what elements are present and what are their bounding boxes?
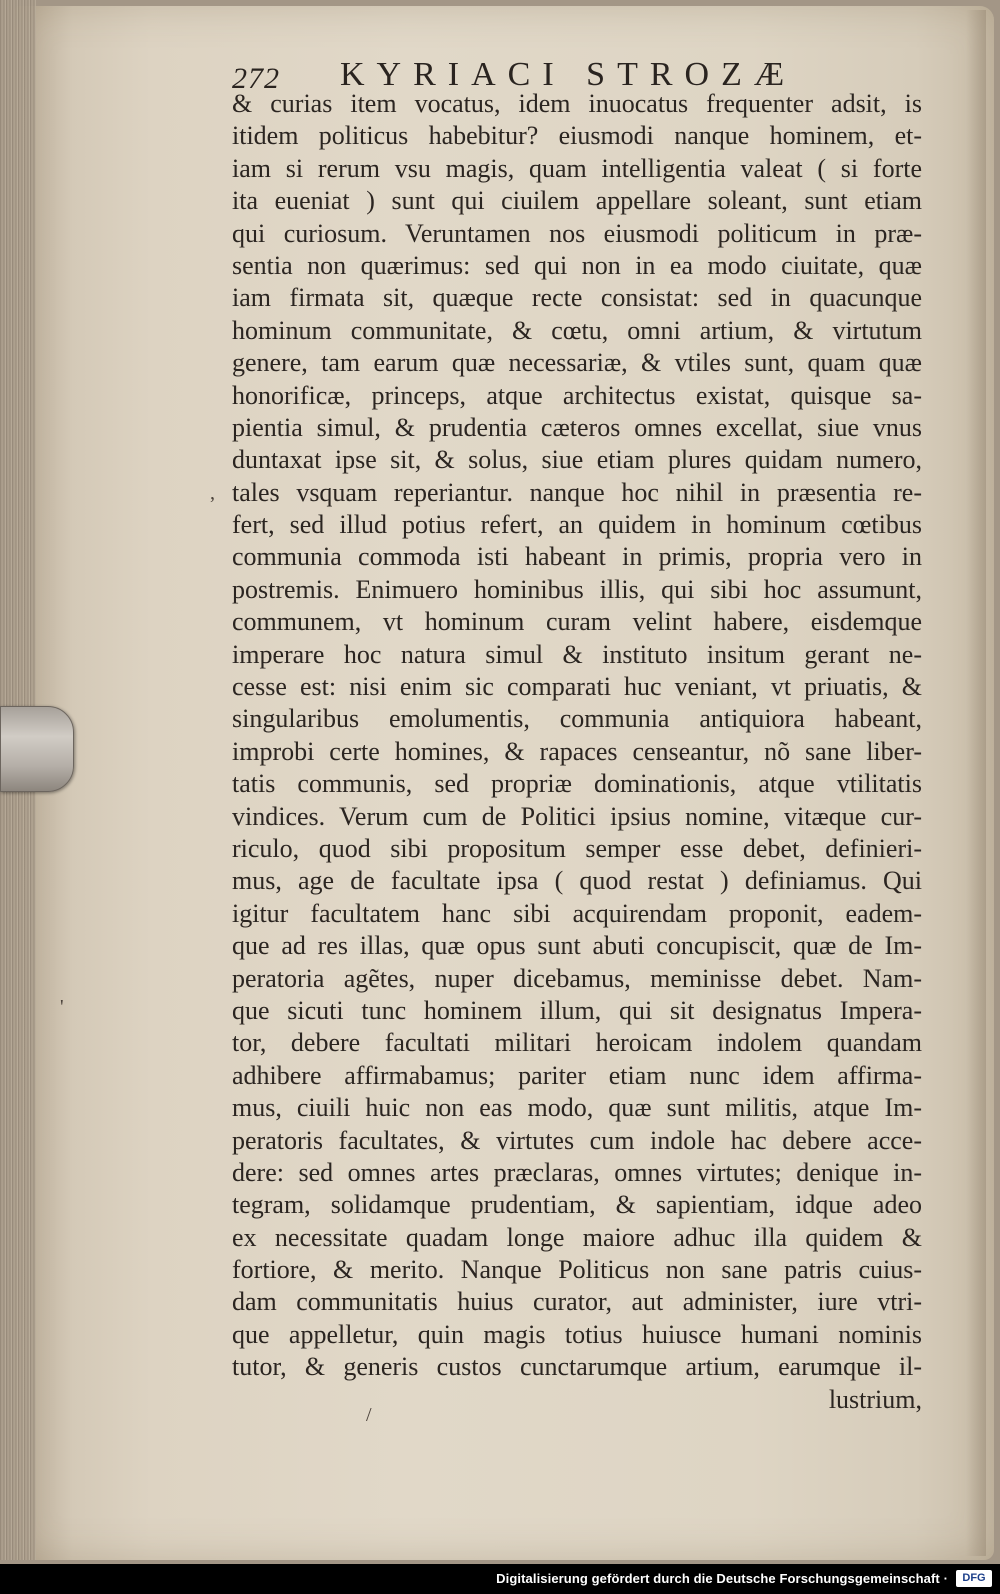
text-line: tegram, solidamque prudentiam, & sapientiam, idque adeo (232, 1190, 922, 1220)
text-line: tor, debere facultati militari heroicam indolem quandam (232, 1028, 922, 1058)
text-line: adhibere affirmabamus; pariter etiam nunc idem affirma- (232, 1060, 922, 1090)
text-line: mus, ciuili huic non eas modo, quæ sunt militis, atque Im- (232, 1093, 922, 1123)
text-line: fert, sed illud potius refert, an quidem in hominum cœtibus (232, 510, 922, 540)
text-line: itidem politicus habebitur? eiusmodi nanque hominem, et- (232, 121, 922, 151)
text-line: tatis communis, sed propriæ dominationis, atque vtilitatis (232, 769, 922, 799)
text-line: vindices. Verum cum de Politici ipsius nomine, vitæque cur- (232, 801, 922, 831)
text-line: genere, tam earum quæ necessariæ, & vtiles sunt, quam quæ (232, 348, 922, 378)
margin-mark: / (366, 1404, 372, 1426)
dfg-logo: DFG (956, 1570, 992, 1587)
text-line: pientia simul, & prudentia cæteros omnes excellat, siue vnus (232, 412, 922, 442)
text-line: honorificæ, princeps, atque architectus existat, quisque sa- (232, 380, 922, 410)
margin-mark: , (210, 482, 215, 504)
text-line: fortiore, & merito. Nanque Politicus non sane patris cuius- (232, 1255, 922, 1285)
text-line: ita eueniat ) sunt qui ciuilem appellare soleant, sunt etiam (232, 186, 922, 216)
text-line: qui curiosum. Veruntamen nos eiusmodi politicum in præ- (232, 218, 922, 248)
text-line: que ad res illas, quæ opus sunt abuti concupiscit, quæ de Im- (232, 931, 922, 961)
text-line: riculo, quod sibi propositum semper esse debet, definieri- (232, 833, 922, 863)
text-line: cesse est: nisi enim sic comparati huc veniant, vt priuatis, & (232, 672, 922, 702)
text-line: postremis. Enimuero hominibus illis, qui sibi hoc assumunt, (232, 574, 922, 604)
text-line: que appelletur, quin magis totius huiusce humani nominis (232, 1319, 922, 1349)
body-text (232, 88, 922, 1416)
text-line: imperare hoc natura simul & instituto insitum gerant ne- (232, 639, 922, 669)
margin-mark: ' (60, 996, 64, 1018)
text-line: mus, age de facultate ipsa ( quod restat ) definiamus. Qui (232, 866, 922, 896)
text-line: dere: sed omnes artes præclaras, omnes virtutes; denique in- (232, 1157, 922, 1187)
book-clasp (0, 706, 74, 792)
text-line: dam communitatis huius curator, aut administer, iure vtri- (232, 1287, 922, 1317)
text-line: iam si rerum vsu magis, quam intelligentia valeat ( si forte (232, 153, 922, 183)
running-head: KYRIACI STROZÆ (340, 56, 797, 93)
text-line: hominum communitate, & cœtu, omni artium, & virtutum (232, 315, 922, 345)
text-line: communia commoda isti habeant in primis, propria vero in (232, 542, 922, 572)
text-line: sentia non quærimus: sed qui non in ea modo ciuitate, quæ (232, 250, 922, 280)
text-line: peratoria agẽtes, nuper dicebamus, meminisse debet. Nam- (232, 963, 922, 993)
page-edge (966, 10, 986, 1556)
text-line: singularibus emolumentis, communia antiquiora habeant, (232, 704, 922, 734)
text-line: igitur facultatem hanc sibi acquirendam proponit, eadem- (232, 898, 922, 928)
footer-bar (0, 1564, 1000, 1594)
funding-credit: Digitalisierung gefördert durch die Deutsche Forschungsgemeinschaft · (496, 1571, 948, 1586)
text-line: communem, vt hominum curam velint habere, eisdemque (232, 607, 922, 637)
text-line: duntaxat ipse sit, & solus, siue etiam plures quidam numero, (232, 445, 922, 475)
catchword: lustrium, (828, 1384, 922, 1414)
text-line: ex necessitate quadam longe maiore adhuc illa quidem & (232, 1222, 922, 1252)
text-line: iam firmata sit, quæque recte consistat: sed in quacunque (232, 283, 922, 313)
text-line: tutor, & generis custos cunctarumque artium, earumque il- (232, 1352, 922, 1382)
text-line: que sicuti tunc hominem illum, qui sit designatus Impera- (232, 995, 922, 1025)
text-line: & curias item vocatus, idem inuocatus frequenter adsit, is (232, 89, 922, 118)
page-number: 272 (232, 62, 280, 95)
text-line: improbi certe homines, & rapaces censeantur, nõ sane liber- (232, 736, 922, 766)
text-line: peratoris facultates, & virtutes cum indole hac debere acce- (232, 1125, 922, 1155)
text-line: tales vsquam reperiantur. nanque hoc nihil in præsentia re- (232, 477, 922, 507)
